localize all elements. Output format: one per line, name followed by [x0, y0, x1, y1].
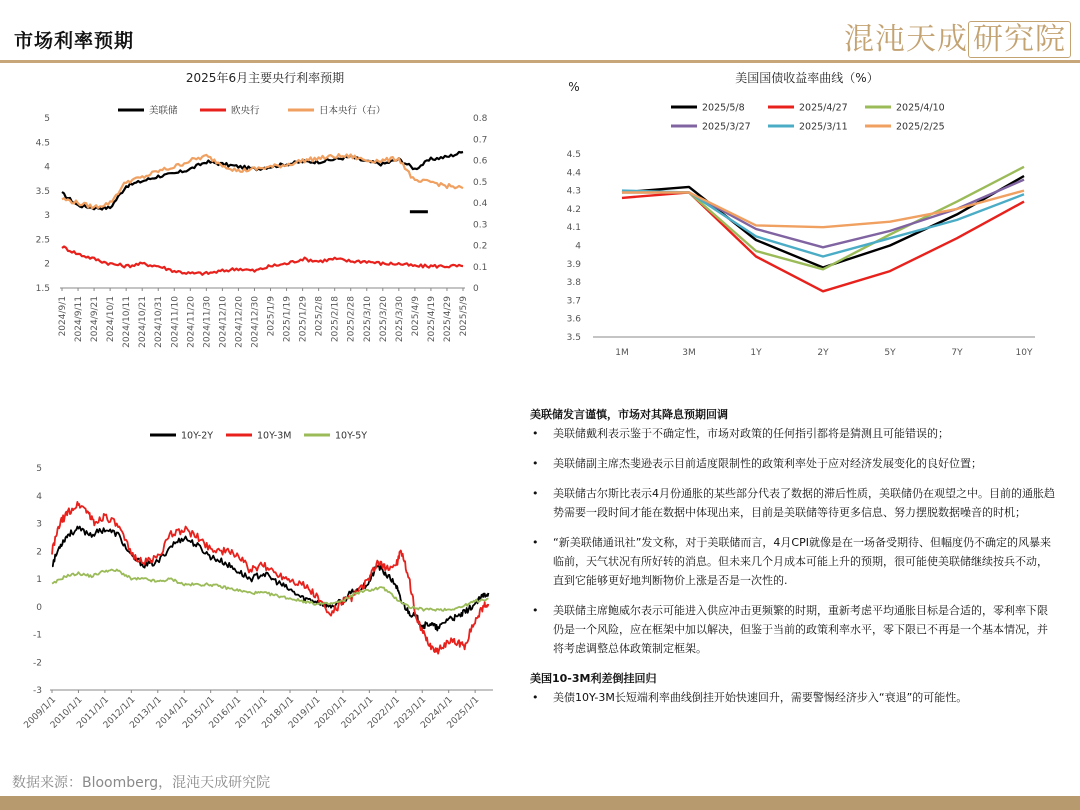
x-tick-label: 2025/4/29 [442, 296, 453, 343]
y2-tick-label: 0.1 [473, 262, 488, 273]
company-logo [844, 14, 1071, 58]
y-tick-label: 3.6 [566, 314, 581, 325]
y-tick-label: 3.7 [566, 296, 581, 307]
series-line-1 [62, 152, 463, 210]
x-tick-label: 2018/1/1 [260, 695, 297, 731]
bullet-item: • 美债10Y-3M长短端利率曲线倒挂开始快速回升，需要警惕经济步入“衰退”的可能性。 [530, 688, 1058, 707]
y-tick-label: 3.9 [566, 259, 581, 270]
y-tick-label: 1.5 [35, 284, 50, 294]
x-tick-label: 2025/2/18 [330, 296, 341, 343]
legend-label: 2025/4/10 [896, 102, 945, 114]
logo-box-text: 研究院 [968, 21, 1071, 58]
y-tick-label: 4.5 [566, 150, 581, 160]
y-tick-label: 3.5 [566, 333, 581, 343]
x-tick-label: 2024/12/20 [234, 296, 245, 348]
y-tick-label: 0 [36, 602, 42, 613]
bullet-list-spread [530, 688, 1058, 707]
y-tick-label: 4 [575, 241, 581, 252]
commentary-panel [530, 405, 1058, 718]
x-tick-label: 2024/9/21 [90, 296, 101, 343]
x-tick-label: 2025/2/28 [346, 296, 357, 343]
legend-label: 美联储 [149, 105, 178, 117]
x-tick-label: 2024/9/1 [58, 296, 68, 337]
x-tick-label: 2025/3/20 [378, 296, 389, 343]
x-tick-label: 2021/1/1 [339, 695, 376, 731]
bullet-item: • 美联储戴利表示鉴于不确定性，市场对政策的任何指引都将是猜测且可能错误的； [530, 424, 1058, 443]
x-tick-label: 2025/2/8 [314, 296, 325, 337]
page-title: 市场利率预期 [14, 30, 135, 52]
chart-series [52, 502, 488, 654]
x-tick-label: 2024/11/10 [170, 296, 181, 348]
y-tick-label: 4.1 [566, 223, 581, 234]
x-tick-label: 2024/12/30 [250, 296, 261, 348]
legend-label: 欧央行 [231, 105, 260, 117]
chart-legend [118, 105, 386, 117]
chart-title: 2025年6月主要央行利率预期 [185, 71, 345, 85]
x-tick-label: 2025/1/29 [298, 296, 309, 343]
x-tick-label: 2025/1/19 [282, 296, 293, 343]
y-tick-label: -3 [33, 686, 42, 696]
x-tick-label: 2016/1/1 [207, 695, 244, 731]
y-tick-label: 4.5 [35, 138, 50, 149]
x-tick-label: 2Y [817, 348, 829, 358]
x-tick-label: 2017/1/1 [234, 695, 270, 731]
header-divider [0, 60, 1080, 63]
legend-label: 2025/5/8 [702, 102, 745, 114]
section-heading-fed: 美联储发言谨慎，市场对其降息预期回调 [530, 408, 728, 421]
x-tick-label: 2024/11/20 [186, 296, 197, 348]
x-tick-label: 2024/10/31 [154, 296, 165, 348]
chart-legend [671, 103, 945, 133]
x-tick-label: 2024/10/1 [106, 296, 117, 343]
legend-label: 2025/2/25 [896, 121, 945, 133]
x-tick-label: 7Y [951, 348, 963, 358]
series-line-1 [52, 527, 488, 631]
x-tick-label: 2025/3/10 [362, 296, 373, 343]
chart-legend [150, 431, 367, 442]
chart-axes [36, 114, 488, 348]
x-tick-label: 2025/1/9 [266, 296, 277, 337]
x-tick-label: 2012/1/1 [101, 695, 138, 731]
y-tick-label: 5 [36, 464, 42, 474]
series-line-1 [622, 176, 1024, 268]
footer-bar [0, 796, 1080, 810]
y2-tick-label: 0.5 [473, 177, 488, 188]
y-tick-label: 2 [44, 259, 50, 270]
y2-tick-label: 0.6 [473, 156, 488, 167]
x-tick-label: 2024/11/30 [202, 296, 213, 348]
series-line-3 [62, 154, 463, 208]
x-tick-label: 2025/4/9 [410, 296, 421, 337]
y2-tick-label: 0.2 [473, 241, 488, 252]
y-tick-label: 4.4 [566, 168, 581, 179]
logo-text: 混沌天成 [844, 22, 968, 57]
x-tick-label: 1M [615, 348, 629, 358]
y2-tick-label: 0.4 [473, 199, 488, 209]
y-tick-label: 3.8 [566, 278, 581, 289]
x-tick-label: 2025/5/9 [459, 296, 469, 337]
chart-series [622, 167, 1024, 291]
series-line-4 [622, 180, 1024, 248]
policy-rate-chart [20, 64, 510, 394]
chart-title: 美国国债收益率曲线（%） [735, 71, 879, 85]
x-tick-label: 2010/1/1 [48, 695, 85, 731]
x-tick-label: 2023/1/1 [392, 695, 429, 731]
y-tick-label: 3 [44, 211, 50, 222]
chart-series [62, 152, 463, 275]
x-tick-label: 10Y [1015, 348, 1033, 358]
x-tick-label: 2014/1/1 [154, 695, 191, 731]
x-tick-label: 2025/3/30 [394, 296, 405, 343]
series-line-6 [622, 191, 1024, 228]
x-tick-label: 2024/10/11 [122, 296, 133, 348]
x-tick-label: 5Y [884, 348, 896, 358]
legend-label: 2025/3/11 [799, 121, 848, 133]
x-tick-label: 2020/1/1 [313, 695, 350, 731]
y2-tick-label: 0.7 [473, 135, 488, 146]
legend-label: 日本央行（右） [319, 105, 386, 117]
x-tick-label: 2011/1/1 [75, 695, 112, 731]
x-tick-label: 2025/4/19 [426, 296, 437, 343]
x-tick-label: 2024/10/21 [138, 296, 149, 348]
legend-label: 2025/3/27 [702, 121, 751, 133]
section-heading-spread: 美国10-3M利差倒挂回归 [530, 672, 657, 685]
y-tick-label: 3 [36, 519, 42, 530]
yield-curve-chart [545, 64, 1055, 374]
legend-label: 10Y-3M [257, 430, 292, 442]
chart-axes [22, 464, 493, 731]
x-tick-label: 2009/1/1 [22, 695, 59, 731]
x-tick-label: 2025/1/1 [445, 695, 482, 731]
bullet-item: • 美联储古尔斯比表示4月份通胀的某些部分代表了数据的滞后性质，美联储仍在观望之中。目前的通胀趋势需要一段时间才能在数据中体现出来，目前是美联储等待更多信息、努力摆脱数据噪音的时机； [530, 484, 1058, 522]
bullet-item: • “新美联储通讯社”发文称，对于美联储而言，4月CPI就像是在一场备受期待、但幅度仍不确定的风暴来临前，天气状况有所好转的消息。但未来几个月成本可能上升的预期，很可能使美联储继续按兵不动，直到它能够更好地判断物价上涨是否是一次性的. [530, 533, 1058, 590]
y-tick-label: 2 [36, 547, 42, 558]
legend-label: 10Y-5Y [335, 430, 368, 442]
x-tick-label: 2024/12/10 [218, 296, 229, 348]
y-tick-label: 4.3 [566, 186, 581, 197]
y-tick-label: 4 [36, 491, 42, 502]
x-tick-label: 2024/1/1 [419, 695, 455, 731]
y-tick-label: 2.5 [35, 235, 50, 246]
legend-label: 10Y-2Y [181, 430, 214, 442]
x-tick-label: 2013/1/1 [128, 695, 164, 731]
chart-axes [567, 150, 1035, 358]
series-line-2 [62, 247, 463, 275]
y-tick-label: 4 [44, 162, 50, 173]
x-tick-label: 1Y [750, 348, 762, 358]
legend-label: 2025/4/27 [799, 102, 848, 114]
y-tick-label: 3.5 [35, 186, 50, 197]
bullet-list-fed [530, 424, 1058, 658]
x-tick-label: 3M [682, 348, 696, 358]
bullet-item: • 美联储副主席杰斐逊表示目前适度限制性的政策利率处于应对经济发展变化的良好位置； [530, 454, 1058, 473]
y-axis-label: % [568, 80, 580, 94]
x-tick-label: 2022/1/1 [366, 695, 402, 731]
y-tick-label: 1 [36, 575, 42, 585]
y2-tick-label: 0.3 [473, 220, 488, 231]
data-source: 数据来源：Bloomberg，混沌天成研究院 [12, 775, 271, 791]
x-tick-label: 2024/9/11 [74, 296, 85, 343]
y-tick-label: 5 [44, 114, 50, 124]
y-tick-label: -1 [33, 630, 42, 641]
y-tick-label: -2 [33, 658, 42, 669]
term-spread-chart [20, 420, 500, 760]
x-tick-label: 2015/1/1 [181, 695, 217, 731]
y2-tick-label: 0.8 [473, 114, 488, 124]
y-tick-label: 4.2 [566, 204, 581, 215]
bullet-item: • 美联储主席鲍威尔表示可能进入供应冲击更频繁的时期，重新考虑平均通胀目标是合适的，零利率下限仍是一个风险，应在框架中加以解决，但鉴于当前的政策利率水平，零下限已不再是一个基本情况，并将考虑调整总体政策制定框架。 [530, 601, 1058, 658]
x-tick-label: 2019/1/1 [286, 695, 323, 731]
y2-tick-label: 0 [473, 284, 479, 294]
